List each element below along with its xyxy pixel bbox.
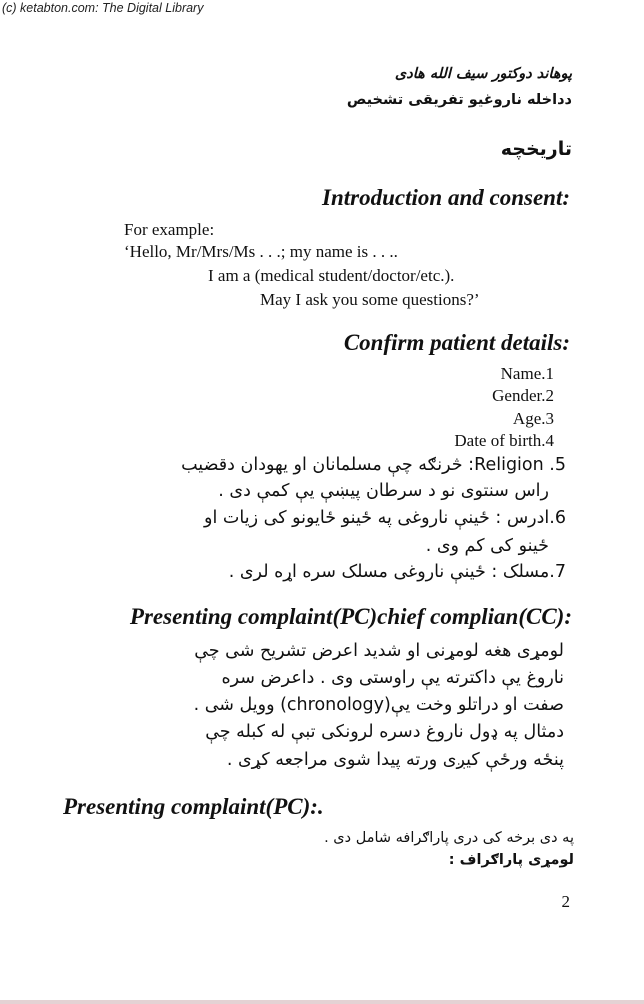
detail-item: Gender.2	[492, 386, 554, 405]
list-item: 6.ادرس : ځینې ناروغی په ځینو ځایونو کی زیات او	[204, 508, 566, 528]
paragraph-line: دمثال په ډول ناروغ دسره لرونکی تبې له کبله چې	[205, 722, 564, 742]
heading-confirm-details: Confirm patient details:	[343, 330, 570, 355]
list-item: 5. Religion: څرنګه چې مسلمانان او یهودان دقضیب	[181, 455, 566, 475]
author-name: پوهاند دوکتور سیف الله هادی	[394, 66, 572, 82]
detail-item: Name.1	[500, 364, 554, 383]
paragraph-line: پنځه ورځې کیږی ورته پیدا شوی مراجعه کړی .	[226, 750, 564, 770]
list-item: ځینو کی کم وی .	[425, 536, 549, 556]
paragraph-line: لومړی هغه لومړنی او شدید اعرض تشریح شی چې	[194, 641, 564, 661]
example-line: For example:	[124, 220, 215, 239]
heading-introduction: Introduction and consent:	[322, 185, 570, 210]
paragraph-line: ناروغ یې داکترته یې راوستی وی . داعرض سره	[221, 668, 564, 688]
example-line: May I ask you some questions?’	[260, 290, 480, 309]
book-subtitle: دداخله ناروغیو تفریقی تشخیص	[346, 92, 572, 108]
list-item: 7.مسلک : ځینې ناروغی مسلک سره اړه لری .	[228, 562, 566, 582]
first-paragraph-label: لومړی پاراګراف :	[448, 852, 574, 868]
detail-item: Date of birth.4	[454, 431, 554, 450]
paragraph-line: صفت او دراتلو وخت یې(chronology) وویل شی .	[193, 695, 564, 715]
watermark: (c) ketabton.com: The Digital Library	[2, 1, 204, 15]
example-line: ‘Hello, Mr/Mrs/Ms . . .; my name is . . ..	[124, 242, 398, 261]
example-line: I am a (medical student/doctor/etc.).	[208, 266, 455, 285]
section-title: تاریخچه	[500, 138, 572, 160]
heading-pc: Presenting complaint(PC):.	[63, 794, 324, 819]
heading-pc-cc: Presenting complaint(PC)chief complian(CC):	[129, 604, 572, 629]
list-item: راس سنتوی نو د سرطان پیښې یې کمې دی .	[218, 481, 549, 501]
pc-note: په دی برخه کی دری پاراګرافه شامل دی .	[324, 830, 574, 846]
page-bottom-edge	[0, 1000, 644, 1004]
detail-item: Age.3	[512, 409, 554, 428]
page-number: 2	[561, 892, 570, 911]
